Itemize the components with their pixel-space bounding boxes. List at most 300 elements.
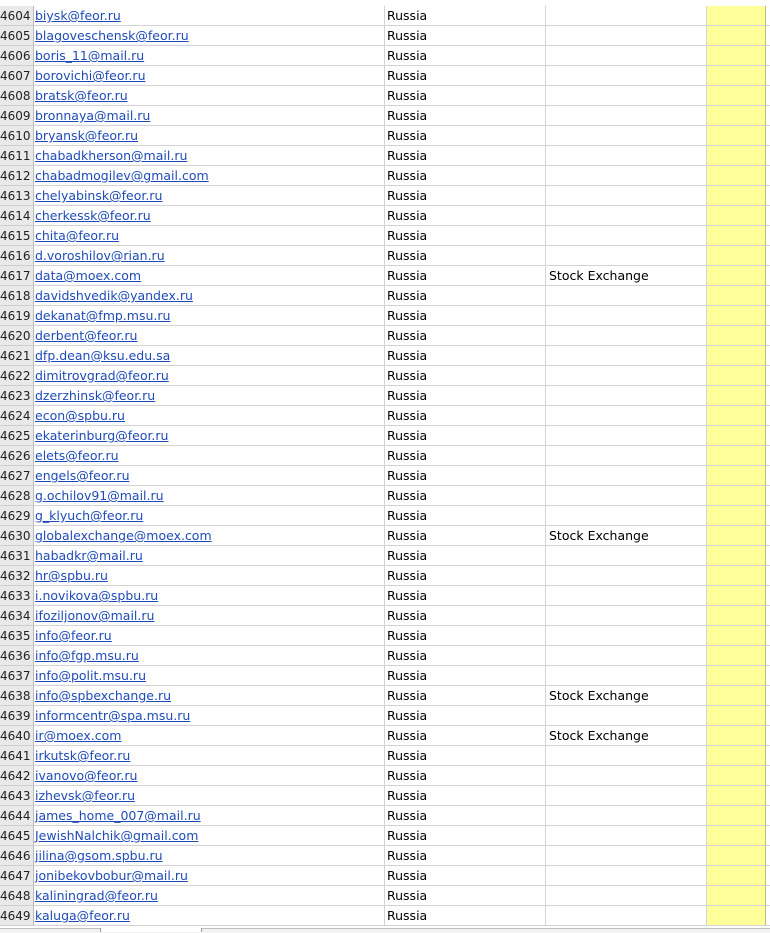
type-cell[interactable]: Stock Exchange [546, 726, 707, 746]
next-column-cell[interactable] [766, 466, 770, 486]
highlighted-cell[interactable] [707, 886, 766, 906]
row-number[interactable]: 4646 [0, 846, 34, 866]
next-column-cell[interactable] [766, 26, 770, 46]
highlighted-cell[interactable] [707, 346, 766, 366]
row-number[interactable]: 4645 [0, 826, 34, 846]
highlighted-cell[interactable] [707, 486, 766, 506]
highlighted-cell[interactable] [707, 326, 766, 346]
row-number[interactable]: 4611 [0, 146, 34, 166]
next-column-cell[interactable] [766, 446, 770, 466]
email-link[interactable]: chabadkherson@mail.ru [35, 148, 188, 163]
next-column-cell[interactable] [766, 846, 770, 866]
highlighted-cell[interactable] [707, 246, 766, 266]
type-cell[interactable] [546, 406, 707, 426]
next-column-cell[interactable] [766, 386, 770, 406]
next-column-cell[interactable] [766, 666, 770, 686]
row-number[interactable]: 4636 [0, 646, 34, 666]
row-number[interactable]: 4616 [0, 246, 34, 266]
email-link[interactable]: dzerzhinsk@feor.ru [35, 388, 156, 403]
country-cell[interactable]: Russia [385, 346, 546, 366]
email-link[interactable]: dekanat@fmp.msu.ru [35, 308, 171, 323]
next-column-cell[interactable] [766, 706, 770, 726]
country-cell[interactable]: Russia [385, 606, 546, 626]
row-number[interactable]: 4622 [0, 366, 34, 386]
highlighted-cell[interactable] [707, 546, 766, 566]
highlighted-cell[interactable] [707, 806, 766, 826]
highlighted-cell[interactable] [707, 846, 766, 866]
type-cell[interactable] [546, 186, 707, 206]
next-column-cell[interactable] [766, 306, 770, 326]
email-cell[interactable] [34, 766, 385, 786]
highlighted-cell[interactable] [707, 506, 766, 526]
type-cell[interactable] [546, 206, 707, 226]
email-cell[interactable] [34, 646, 385, 666]
email-cell[interactable] [34, 46, 385, 66]
country-cell[interactable]: Russia [385, 786, 546, 806]
highlighted-cell[interactable] [707, 166, 766, 186]
country-cell[interactable]: Russia [385, 826, 546, 846]
next-column-cell[interactable] [766, 906, 770, 926]
email-link[interactable]: cherkessk@feor.ru [35, 208, 151, 223]
country-cell[interactable]: Russia [385, 46, 546, 66]
email-link[interactable]: blagoveschensk@feor.ru [35, 28, 189, 43]
country-cell[interactable]: Russia [385, 566, 546, 586]
email-link[interactable]: JewishNalchik@gmail.com [35, 828, 199, 843]
email-cell[interactable] [34, 386, 385, 406]
email-link[interactable]: hr@spbu.ru [35, 568, 108, 583]
row-number[interactable]: 4606 [0, 46, 34, 66]
type-cell[interactable] [546, 586, 707, 606]
next-column-cell[interactable] [766, 886, 770, 906]
next-column-cell[interactable] [766, 346, 770, 366]
country-cell[interactable]: Russia [385, 686, 546, 706]
highlighted-cell[interactable] [707, 266, 766, 286]
email-link[interactable]: kaliningrad@feor.ru [35, 888, 158, 903]
highlighted-cell[interactable] [707, 566, 766, 586]
type-cell[interactable] [546, 546, 707, 566]
next-column-cell[interactable] [766, 266, 770, 286]
highlighted-cell[interactable] [707, 446, 766, 466]
email-cell[interactable] [34, 886, 385, 906]
highlighted-cell[interactable] [707, 626, 766, 646]
row-number[interactable]: 4648 [0, 886, 34, 906]
row-number[interactable]: 4631 [0, 546, 34, 566]
next-column-cell[interactable] [766, 806, 770, 826]
email-cell[interactable] [34, 486, 385, 506]
type-cell[interactable]: Stock Exchange [546, 526, 707, 546]
next-column-cell[interactable] [766, 186, 770, 206]
next-column-cell[interactable] [766, 6, 770, 26]
type-cell[interactable] [546, 246, 707, 266]
country-cell[interactable]: Russia [385, 846, 546, 866]
highlighted-cell[interactable] [707, 726, 766, 746]
email-link[interactable]: i.novikova@spbu.ru [35, 588, 159, 603]
next-column-cell[interactable] [766, 826, 770, 846]
email-link[interactable]: globalexchange@moex.com [35, 528, 212, 543]
type-cell[interactable] [546, 106, 707, 126]
row-number[interactable]: 4642 [0, 766, 34, 786]
country-cell[interactable]: Russia [385, 526, 546, 546]
highlighted-cell[interactable] [707, 406, 766, 426]
next-column-cell[interactable] [766, 286, 770, 306]
country-cell[interactable]: Russia [385, 246, 546, 266]
type-cell[interactable] [546, 886, 707, 906]
highlighted-cell[interactable] [707, 146, 766, 166]
email-link[interactable]: g_klyuch@feor.ru [35, 508, 144, 523]
country-cell[interactable]: Russia [385, 666, 546, 686]
next-column-cell[interactable] [766, 126, 770, 146]
email-link[interactable]: irkutsk@feor.ru [35, 748, 131, 763]
type-cell[interactable] [546, 766, 707, 786]
highlighted-cell[interactable] [707, 366, 766, 386]
country-cell[interactable]: Russia [385, 406, 546, 426]
row-number[interactable]: 4649 [0, 906, 34, 926]
type-cell[interactable] [546, 306, 707, 326]
type-cell[interactable] [546, 786, 707, 806]
email-cell[interactable] [34, 826, 385, 846]
country-cell[interactable]: Russia [385, 586, 546, 606]
email-cell[interactable] [34, 586, 385, 606]
row-number[interactable]: 4608 [0, 86, 34, 106]
type-cell[interactable] [546, 346, 707, 366]
email-link[interactable]: info@polit.msu.ru [35, 668, 146, 683]
email-link[interactable]: info@fgp.msu.ru [35, 648, 139, 663]
country-cell[interactable]: Russia [385, 306, 546, 326]
country-cell[interactable]: Russia [385, 646, 546, 666]
next-column-cell[interactable] [766, 106, 770, 126]
email-cell[interactable] [34, 326, 385, 346]
email-cell[interactable] [34, 846, 385, 866]
type-cell[interactable] [546, 626, 707, 646]
row-number[interactable]: 4630 [0, 526, 34, 546]
next-column-cell[interactable] [766, 486, 770, 506]
highlighted-cell[interactable] [707, 426, 766, 446]
email-link[interactable]: jilina@gsom.spbu.ru [35, 848, 163, 863]
highlighted-cell[interactable] [707, 586, 766, 606]
country-cell[interactable]: Russia [385, 626, 546, 646]
type-cell[interactable] [546, 446, 707, 466]
next-column-cell[interactable] [766, 606, 770, 626]
country-cell[interactable]: Russia [385, 386, 546, 406]
next-column-cell[interactable] [766, 406, 770, 426]
row-number[interactable]: 4628 [0, 486, 34, 506]
type-cell[interactable] [546, 226, 707, 246]
row-number[interactable]: 4612 [0, 166, 34, 186]
row-number[interactable]: 4609 [0, 106, 34, 126]
country-cell[interactable]: Russia [385, 726, 546, 746]
email-link[interactable]: boris_11@mail.ru [35, 48, 145, 63]
type-cell[interactable] [546, 746, 707, 766]
email-link[interactable]: chabadmogilev@gmail.com [35, 168, 209, 183]
email-cell[interactable] [34, 726, 385, 746]
country-cell[interactable]: Russia [385, 326, 546, 346]
email-cell[interactable] [34, 126, 385, 146]
next-column-cell[interactable] [766, 866, 770, 886]
highlighted-cell[interactable] [707, 46, 766, 66]
type-cell[interactable] [546, 666, 707, 686]
email-link[interactable]: dfp.dean@ksu.edu.sa [35, 348, 171, 363]
row-number[interactable]: 4625 [0, 426, 34, 446]
type-cell[interactable] [546, 506, 707, 526]
email-link[interactable]: ivanovo@feor.ru [35, 768, 138, 783]
highlighted-cell[interactable] [707, 226, 766, 246]
next-column-cell[interactable] [766, 686, 770, 706]
country-cell[interactable]: Russia [385, 706, 546, 726]
email-link[interactable]: chelyabinsk@feor.ru [35, 188, 163, 203]
email-cell[interactable] [34, 246, 385, 266]
email-cell[interactable] [34, 206, 385, 226]
country-cell[interactable]: Russia [385, 6, 546, 26]
email-link[interactable]: bratsk@feor.ru [35, 88, 128, 103]
type-cell[interactable] [546, 466, 707, 486]
country-cell[interactable]: Russia [385, 546, 546, 566]
country-cell[interactable]: Russia [385, 866, 546, 886]
next-column-cell[interactable] [766, 746, 770, 766]
row-number[interactable]: 4615 [0, 226, 34, 246]
email-cell[interactable] [34, 306, 385, 326]
row-number[interactable]: 4620 [0, 326, 34, 346]
email-link[interactable]: info@feor.ru [35, 628, 112, 643]
row-number[interactable]: 4610 [0, 126, 34, 146]
type-cell[interactable] [546, 606, 707, 626]
email-cell[interactable] [34, 806, 385, 826]
row-number[interactable]: 4617 [0, 266, 34, 286]
email-cell[interactable] [34, 166, 385, 186]
highlighted-cell[interactable] [707, 186, 766, 206]
next-column-cell[interactable] [766, 506, 770, 526]
type-cell[interactable]: Stock Exchange [546, 686, 707, 706]
next-column-cell[interactable] [766, 326, 770, 346]
row-number[interactable]: 4641 [0, 746, 34, 766]
type-cell[interactable] [546, 486, 707, 506]
email-link[interactable]: chita@feor.ru [35, 228, 120, 243]
row-number[interactable]: 4623 [0, 386, 34, 406]
email-cell[interactable] [34, 866, 385, 886]
type-cell[interactable] [546, 46, 707, 66]
email-link[interactable]: bronnaya@mail.ru [35, 108, 151, 123]
country-cell[interactable]: Russia [385, 186, 546, 206]
next-column-cell[interactable] [766, 166, 770, 186]
next-column-cell[interactable] [766, 66, 770, 86]
next-column-cell[interactable] [766, 146, 770, 166]
next-column-cell[interactable] [766, 366, 770, 386]
email-cell[interactable] [34, 366, 385, 386]
row-number[interactable]: 4613 [0, 186, 34, 206]
email-cell[interactable] [34, 226, 385, 246]
row-number[interactable]: 4627 [0, 466, 34, 486]
email-cell[interactable] [34, 346, 385, 366]
country-cell[interactable]: Russia [385, 26, 546, 46]
row-number[interactable]: 4637 [0, 666, 34, 686]
highlighted-cell[interactable] [707, 906, 766, 926]
type-cell[interactable] [546, 286, 707, 306]
email-link[interactable]: kaluga@feor.ru [35, 908, 130, 923]
next-column-cell[interactable] [766, 566, 770, 586]
type-cell[interactable] [546, 646, 707, 666]
email-link[interactable]: g.ochilov91@mail.ru [35, 488, 164, 503]
email-link[interactable]: dimitrovgrad@feor.ru [35, 368, 169, 383]
email-cell[interactable] [34, 466, 385, 486]
type-cell[interactable] [546, 706, 707, 726]
email-cell[interactable] [34, 506, 385, 526]
row-number[interactable]: 4605 [0, 26, 34, 46]
row-number[interactable]: 4634 [0, 606, 34, 626]
highlighted-cell[interactable] [707, 826, 766, 846]
email-cell[interactable] [34, 266, 385, 286]
row-number[interactable]: 4614 [0, 206, 34, 226]
email-link[interactable]: davidshvedik@yandex.ru [35, 288, 193, 303]
email-link[interactable]: info@spbexchange.ru [35, 688, 172, 703]
type-cell[interactable] [546, 826, 707, 846]
highlighted-cell[interactable] [707, 746, 766, 766]
row-number[interactable]: 4618 [0, 286, 34, 306]
next-column-cell[interactable] [766, 426, 770, 446]
type-cell[interactable] [546, 86, 707, 106]
email-cell[interactable] [34, 66, 385, 86]
country-cell[interactable]: Russia [385, 126, 546, 146]
next-column-cell[interactable] [766, 546, 770, 566]
type-cell[interactable] [546, 166, 707, 186]
highlighted-cell[interactable] [707, 526, 766, 546]
country-cell[interactable]: Russia [385, 906, 546, 926]
highlighted-cell[interactable] [707, 306, 766, 326]
email-link[interactable]: informcentr@spa.msu.ru [35, 708, 191, 723]
highlighted-cell[interactable] [707, 686, 766, 706]
highlighted-cell[interactable] [707, 666, 766, 686]
type-cell[interactable] [546, 126, 707, 146]
country-cell[interactable]: Russia [385, 66, 546, 86]
highlighted-cell[interactable] [707, 646, 766, 666]
email-cell[interactable] [34, 786, 385, 806]
type-cell[interactable] [546, 386, 707, 406]
email-cell[interactable] [34, 26, 385, 46]
country-cell[interactable]: Russia [385, 366, 546, 386]
row-number[interactable]: 4624 [0, 406, 34, 426]
type-cell[interactable] [546, 866, 707, 886]
country-cell[interactable]: Russia [385, 806, 546, 826]
country-cell[interactable]: Russia [385, 266, 546, 286]
country-cell[interactable]: Russia [385, 166, 546, 186]
highlighted-cell[interactable] [707, 126, 766, 146]
country-cell[interactable]: Russia [385, 466, 546, 486]
email-cell[interactable] [34, 106, 385, 126]
row-number[interactable]: 4640 [0, 726, 34, 746]
highlighted-cell[interactable] [707, 66, 766, 86]
next-column-cell[interactable] [766, 766, 770, 786]
type-cell[interactable] [546, 806, 707, 826]
next-column-cell[interactable] [766, 526, 770, 546]
country-cell[interactable]: Russia [385, 106, 546, 126]
email-link[interactable]: bryansk@feor.ru [35, 128, 139, 143]
row-number[interactable]: 4638 [0, 686, 34, 706]
country-cell[interactable]: Russia [385, 486, 546, 506]
email-cell[interactable] [34, 666, 385, 686]
email-link[interactable]: data@moex.com [35, 268, 142, 283]
country-cell[interactable]: Russia [385, 766, 546, 786]
next-column-cell[interactable] [766, 726, 770, 746]
email-link[interactable]: d.voroshilov@rian.ru [35, 248, 165, 263]
row-number[interactable]: 4629 [0, 506, 34, 526]
email-cell[interactable] [34, 406, 385, 426]
email-link[interactable]: biysk@feor.ru [35, 8, 121, 23]
email-cell[interactable] [34, 546, 385, 566]
highlighted-cell[interactable] [707, 706, 766, 726]
email-link[interactable]: izhevsk@feor.ru [35, 788, 136, 803]
type-cell[interactable] [546, 566, 707, 586]
next-column-cell[interactable] [766, 246, 770, 266]
type-cell[interactable] [546, 846, 707, 866]
row-number[interactable]: 4621 [0, 346, 34, 366]
next-column-cell[interactable] [766, 646, 770, 666]
country-cell[interactable]: Russia [385, 226, 546, 246]
row-number[interactable]: 4632 [0, 566, 34, 586]
next-column-cell[interactable] [766, 86, 770, 106]
row-number[interactable]: 4619 [0, 306, 34, 326]
highlighted-cell[interactable] [707, 206, 766, 226]
email-link[interactable]: borovichi@feor.ru [35, 68, 146, 83]
email-cell[interactable] [34, 86, 385, 106]
highlighted-cell[interactable] [707, 26, 766, 46]
type-cell[interactable] [546, 26, 707, 46]
next-column-cell[interactable] [766, 786, 770, 806]
country-cell[interactable]: Russia [385, 746, 546, 766]
highlighted-cell[interactable] [707, 86, 766, 106]
country-cell[interactable]: Russia [385, 446, 546, 466]
type-cell[interactable] [546, 426, 707, 446]
email-cell[interactable] [34, 146, 385, 166]
email-link[interactable]: ifoziljonov@mail.ru [35, 608, 155, 623]
email-link[interactable]: ekaterinburg@feor.ru [35, 428, 169, 443]
highlighted-cell[interactable] [707, 766, 766, 786]
type-cell[interactable]: Stock Exchange [546, 266, 707, 286]
row-number[interactable]: 4644 [0, 806, 34, 826]
highlighted-cell[interactable] [707, 286, 766, 306]
row-number[interactable]: 4643 [0, 786, 34, 806]
country-cell[interactable]: Russia [385, 426, 546, 446]
email-cell[interactable] [34, 906, 385, 926]
highlighted-cell[interactable] [707, 786, 766, 806]
email-cell[interactable] [34, 526, 385, 546]
type-cell[interactable] [546, 146, 707, 166]
country-cell[interactable]: Russia [385, 286, 546, 306]
email-link[interactable]: james_home_007@mail.ru [35, 808, 201, 823]
row-number[interactable]: 4635 [0, 626, 34, 646]
sheet-tab[interactable] [100, 928, 202, 932]
type-cell[interactable] [546, 366, 707, 386]
highlighted-cell[interactable] [707, 6, 766, 26]
row-number[interactable]: 4604 [0, 6, 34, 26]
email-cell[interactable] [34, 626, 385, 646]
next-column-cell[interactable] [766, 586, 770, 606]
type-cell[interactable] [546, 66, 707, 86]
email-cell[interactable] [34, 6, 385, 26]
email-link[interactable]: ir@moex.com [35, 728, 122, 743]
email-link[interactable]: habadkr@mail.ru [35, 548, 143, 563]
highlighted-cell[interactable] [707, 606, 766, 626]
next-column-cell[interactable] [766, 626, 770, 646]
email-link[interactable]: derbent@feor.ru [35, 328, 138, 343]
email-link[interactable]: engels@feor.ru [35, 468, 130, 483]
country-cell[interactable]: Russia [385, 886, 546, 906]
type-cell[interactable] [546, 6, 707, 26]
highlighted-cell[interactable] [707, 466, 766, 486]
country-cell[interactable]: Russia [385, 86, 546, 106]
next-column-cell[interactable] [766, 226, 770, 246]
email-cell[interactable] [34, 446, 385, 466]
row-number[interactable]: 4639 [0, 706, 34, 726]
row-number[interactable]: 4607 [0, 66, 34, 86]
email-link[interactable]: econ@spbu.ru [35, 408, 125, 423]
